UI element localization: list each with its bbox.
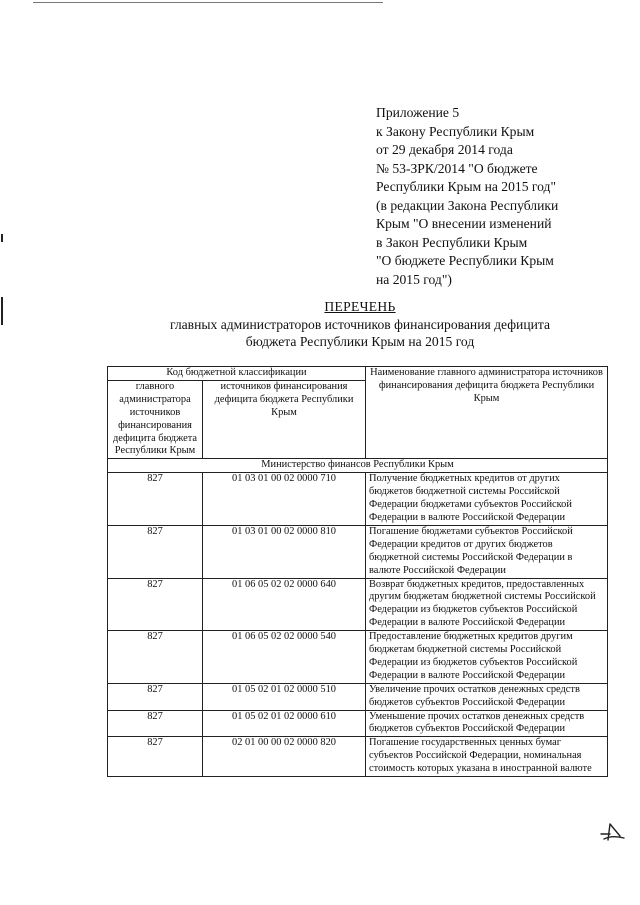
handwritten-initial-mark bbox=[598, 822, 626, 842]
table-row bbox=[108, 737, 608, 777]
appendix-line: к Закону Республики Крым bbox=[376, 123, 535, 139]
source-name: Погашение бюджетами субъектов Российской Федерации кредитов от других бюджетов бюджетной системы Российской Федерации в валюте Российской Федерации bbox=[366, 525, 608, 578]
source-code: 01 03 01 00 02 0000 710 bbox=[203, 473, 366, 526]
appendix-line: в Закон Республики Крым bbox=[376, 234, 528, 250]
table-header-row bbox=[108, 367, 608, 381]
appendix-line: "О бюджете Республики Крым bbox=[376, 253, 554, 268]
table-row bbox=[108, 525, 608, 578]
source-name: Погашение государственных ценных бумаг субъектов Российской Федерации, номинальная стоимость которых указана в иностранной валюте bbox=[366, 737, 608, 777]
header-main-administrator: главного администратора источников финансирования дефицита бюджета Республики Крым bbox=[108, 380, 203, 458]
table-row bbox=[108, 578, 608, 631]
header-administrator-name: Наименование главного администратора источников финансирования дефицита бюджета Республики Крым bbox=[366, 367, 608, 459]
appendix-note bbox=[376, 104, 636, 289]
sources-table bbox=[107, 366, 608, 777]
admin-code: 827 bbox=[108, 683, 203, 710]
admin-code: 827 bbox=[108, 578, 203, 631]
appendix-line: (в редакции Закона Республики bbox=[376, 197, 559, 213]
left-margin-mark bbox=[1, 234, 3, 242]
appendix-line: Крым "О внесении изменений bbox=[376, 216, 552, 231]
document-subtitle-line: главных администраторов источников финансирования дефицита bbox=[169, 316, 551, 332]
table-row bbox=[108, 631, 608, 684]
source-name: Увеличение прочих остатков денежных средств бюджетов субъектов Российской Федерации bbox=[366, 683, 608, 710]
document-subtitle-line: бюджета Республики Крым на 2015 год bbox=[245, 334, 475, 349]
admin-code: 827 bbox=[108, 525, 203, 578]
appendix-line: Республики Крым на 2015 год" bbox=[376, 179, 556, 194]
source-name: Предоставление бюджетных кредитов другим бюджетам бюджетной системы Российской Федерации из бюджетов субъектов Российской Федерации в валюте Российской Федерации bbox=[366, 631, 608, 684]
admin-code: 827 bbox=[108, 710, 203, 737]
source-code: 01 03 01 00 02 0000 810 bbox=[203, 525, 366, 578]
document-heading bbox=[0, 298, 640, 351]
table-row bbox=[108, 683, 608, 710]
admin-code: 827 bbox=[108, 737, 203, 777]
source-name: Уменьшение прочих остатков денежных средств бюджетов субъектов Российской Федерации bbox=[366, 710, 608, 737]
document-title: ПЕРЕЧЕНЬ bbox=[324, 299, 396, 314]
appendix-line: от 29 декабря 2014 года bbox=[376, 142, 513, 157]
section-ministry-finance: Министерство финансов Республики Крым bbox=[108, 459, 608, 473]
appendix-line: Приложение 5 bbox=[376, 105, 460, 120]
admin-code: 827 bbox=[108, 631, 203, 684]
header-financing-sources: источников финансирования дефицита бюджета Республики Крым bbox=[203, 380, 366, 458]
table-row bbox=[108, 473, 608, 526]
source-code: 01 06 05 02 02 0000 640 bbox=[203, 578, 366, 631]
admin-code: 827 bbox=[108, 473, 203, 526]
section-row bbox=[108, 459, 608, 473]
source-code: 01 06 05 02 02 0000 540 bbox=[203, 631, 366, 684]
source-name: Возврат бюджетных кредитов, предоставленных другим бюджетам бюджетной системы Российской Федерации из бюджетов субъектов Российской Федерации в валюте Российской Федерации bbox=[366, 578, 608, 631]
top-rule bbox=[33, 2, 383, 3]
source-code: 01 05 02 01 02 0000 610 bbox=[203, 710, 366, 737]
source-name: Получение бюджетных кредитов от других бюджетов бюджетной системы Российской Федерации бюджетами субъектов Российской Федерации в валюте Российской Федерации bbox=[366, 473, 608, 526]
appendix-line: на 2015 год") bbox=[376, 271, 452, 287]
source-code: 02 01 00 00 02 0000 820 bbox=[203, 737, 366, 777]
appendix-line: № 53-ЗРК/2014 "О бюджете bbox=[376, 160, 538, 176]
source-code: 01 05 02 01 02 0000 510 bbox=[203, 683, 366, 710]
header-code-classification: Код бюджетной классификации bbox=[108, 367, 366, 381]
table-row bbox=[108, 710, 608, 737]
